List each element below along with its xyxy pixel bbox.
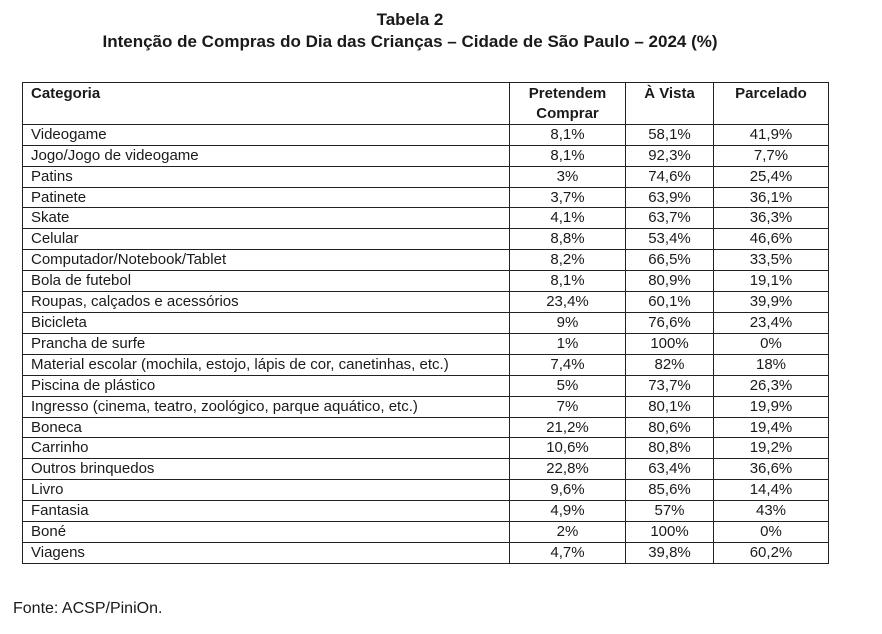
parcelado-cell: 36,6% (714, 459, 829, 480)
table-row (23, 187, 829, 208)
header-parcelado: Parcelado (714, 83, 829, 125)
a-vista-cell: 63,7% (626, 208, 714, 229)
a-vista-cell: 80,9% (626, 271, 714, 292)
parcelado-cell: 41,9% (714, 124, 829, 145)
category-cell: Patins (23, 166, 510, 187)
parcelado-cell: 7,7% (714, 145, 829, 166)
parcelado-cell: 60,2% (714, 542, 829, 563)
pretendem-comprar-cell: 4,1% (510, 208, 626, 229)
header-pretendem-comprar (510, 83, 626, 125)
table-body (23, 124, 829, 563)
a-vista-cell: 73,7% (626, 375, 714, 396)
parcelado-cell: 0% (714, 522, 829, 543)
a-vista-cell: 57% (626, 501, 714, 522)
pretendem-comprar-cell: 4,7% (510, 542, 626, 563)
a-vista-cell: 100% (626, 333, 714, 354)
pretendem-comprar-cell: 23,4% (510, 292, 626, 313)
category-cell: Celular (23, 229, 510, 250)
a-vista-cell: 60,1% (626, 292, 714, 313)
category-cell: Skate (23, 208, 510, 229)
parcelado-cell: 39,9% (714, 292, 829, 313)
category-cell: Boneca (23, 417, 510, 438)
pretendem-comprar-cell: 1% (510, 333, 626, 354)
table-title: Intenção de Compras do Dia das Crianças – Cidade de São Paulo – 2024 (%) (102, 32, 718, 51)
category-cell: Bola de futebol (23, 271, 510, 292)
pretendem-comprar-cell: 3,7% (510, 187, 626, 208)
header-categoria: Categoria (23, 83, 510, 125)
parcelado-cell: 33,5% (714, 250, 829, 271)
table-row (23, 396, 829, 417)
parcelado-cell: 23,4% (714, 312, 829, 333)
a-vista-cell: 85,6% (626, 480, 714, 501)
table-row (23, 542, 829, 563)
category-cell: Piscina de plástico (23, 375, 510, 396)
table-row (23, 229, 829, 250)
pretendem-comprar-cell: 2% (510, 522, 626, 543)
table-row (23, 480, 829, 501)
table-row (23, 354, 829, 375)
header-pretendem-line1: Pretendem (528, 85, 607, 102)
parcelado-cell: 19,1% (714, 271, 829, 292)
category-cell: Carrinho (23, 438, 510, 459)
pretendem-comprar-cell: 7% (510, 396, 626, 417)
parcelado-cell: 14,4% (714, 480, 829, 501)
category-cell: Boné (23, 522, 510, 543)
table-caption: Tabela 2 (376, 10, 444, 29)
pretendem-comprar-cell: 22,8% (510, 459, 626, 480)
table-row (23, 292, 829, 313)
table-row (23, 438, 829, 459)
category-cell: Patinete (23, 187, 510, 208)
a-vista-cell: 80,8% (626, 438, 714, 459)
category-cell: Roupas, calçados e acessórios (23, 292, 510, 313)
pretendem-comprar-cell: 3% (510, 166, 626, 187)
a-vista-cell: 100% (626, 522, 714, 543)
source-note: Fonte: ACSP/PiniOn. (13, 600, 163, 617)
header-row (23, 83, 829, 125)
parcelado-cell: 36,3% (714, 208, 829, 229)
table-row (23, 250, 829, 271)
pretendem-comprar-cell: 5% (510, 375, 626, 396)
category-cell: Livro (23, 480, 510, 501)
table-row (23, 375, 829, 396)
a-vista-cell: 92,3% (626, 145, 714, 166)
a-vista-cell: 58,1% (626, 124, 714, 145)
category-cell: Bicicleta (23, 312, 510, 333)
category-cell: Jogo/Jogo de videogame (23, 145, 510, 166)
a-vista-cell: 82% (626, 354, 714, 375)
parcelado-cell: 36,1% (714, 187, 829, 208)
a-vista-cell: 53,4% (626, 229, 714, 250)
pretendem-comprar-cell: 8,1% (510, 271, 626, 292)
parcelado-cell: 18% (714, 354, 829, 375)
parcelado-cell: 26,3% (714, 375, 829, 396)
category-cell: Viagens (23, 542, 510, 563)
parcelado-cell: 19,9% (714, 396, 829, 417)
pretendem-comprar-cell: 7,4% (510, 354, 626, 375)
header-a-vista: À Vista (626, 83, 714, 125)
table-row (23, 166, 829, 187)
table-row (23, 459, 829, 480)
pretendem-comprar-cell: 8,2% (510, 250, 626, 271)
a-vista-cell: 39,8% (626, 542, 714, 563)
a-vista-cell: 74,6% (626, 166, 714, 187)
table-row (23, 124, 829, 145)
category-cell: Ingresso (cinema, teatro, zoológico, parque aquático, etc.) (23, 396, 510, 417)
category-cell: Fantasia (23, 501, 510, 522)
a-vista-cell: 80,6% (626, 417, 714, 438)
parcelado-cell: 43% (714, 501, 829, 522)
pretendem-comprar-cell: 8,8% (510, 229, 626, 250)
a-vista-cell: 63,4% (626, 459, 714, 480)
pretendem-comprar-cell: 9,6% (510, 480, 626, 501)
pretendem-comprar-cell: 9% (510, 312, 626, 333)
table-row (23, 417, 829, 438)
table-row (23, 271, 829, 292)
a-vista-cell: 80,1% (626, 396, 714, 417)
table-row (23, 145, 829, 166)
category-cell: Videogame (23, 124, 510, 145)
category-cell: Outros brinquedos (23, 459, 510, 480)
table-row (23, 333, 829, 354)
category-cell: Material escolar (mochila, estojo, lápis de cor, canetinhas, etc.) (23, 354, 510, 375)
title-block (0, 10, 820, 53)
table-row (23, 522, 829, 543)
parcelado-cell: 19,4% (714, 417, 829, 438)
parcelado-cell: 46,6% (714, 229, 829, 250)
parcelado-cell: 0% (714, 333, 829, 354)
pretendem-comprar-cell: 10,6% (510, 438, 626, 459)
a-vista-cell: 76,6% (626, 312, 714, 333)
parcelado-cell: 25,4% (714, 166, 829, 187)
category-cell: Computador/Notebook/Tablet (23, 250, 510, 271)
pretendem-comprar-cell: 21,2% (510, 417, 626, 438)
purchase-intention-table (22, 82, 829, 564)
table-row (23, 312, 829, 333)
pretendem-comprar-cell: 8,1% (510, 145, 626, 166)
pretendem-comprar-cell: 4,9% (510, 501, 626, 522)
table-row (23, 208, 829, 229)
header-pretendem-line2: Comprar (536, 104, 599, 122)
pretendem-comprar-cell: 8,1% (510, 124, 626, 145)
table-row (23, 501, 829, 522)
a-vista-cell: 66,5% (626, 250, 714, 271)
a-vista-cell: 63,9% (626, 187, 714, 208)
parcelado-cell: 19,2% (714, 438, 829, 459)
category-cell: Prancha de surfe (23, 333, 510, 354)
